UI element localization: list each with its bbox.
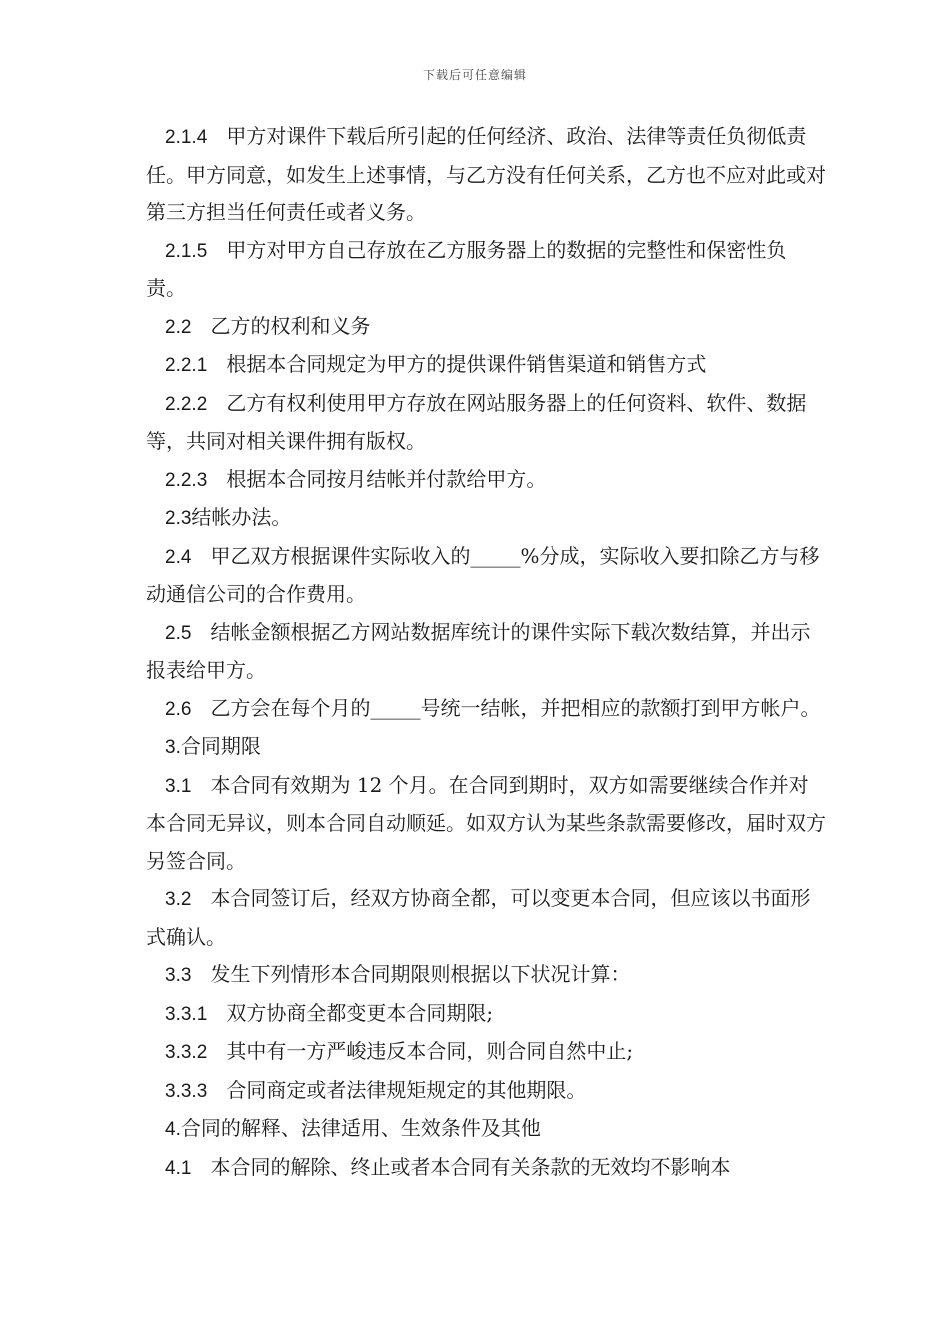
clause-3-2 [146, 880, 826, 956]
clause-number: 3.3.2 [165, 1042, 208, 1063]
clause-text: 本合同签订后，经双方协商全都，可以变更本合同，但应该以书面形式确认。 [146, 886, 811, 949]
clause-number: 3.2 [165, 889, 192, 910]
clause-number: 2.6 [165, 698, 192, 720]
clause-number: 3.3.1 [165, 1003, 208, 1025]
clause-3-3-1 [146, 995, 826, 1034]
clause-text: 其中有一方严峻违反本合同，则合同自然中止; [226, 1039, 634, 1063]
clause-text: 结帐办法。 [191, 505, 292, 529]
clause-2-4 [146, 538, 826, 614]
clause-3-1 [146, 767, 826, 881]
clause-2-5 [146, 614, 826, 690]
clause-text: 乙方会在每个月的_____号统一结帐，并把相应的款额打到甲方帐户。 [210, 695, 821, 720]
section-4-heading [146, 1110, 826, 1149]
clause-number: 3.3 [165, 965, 192, 986]
clause-number: 2.2.3 [165, 469, 208, 491]
clause-number: 3.3.3 [165, 1080, 208, 1102]
clause-text: 根据本合同按月结帐并付款给甲方。 [226, 466, 547, 491]
clause-text: 本合同的解除、终止或者本合同有关条款的无效均不影响本 [210, 1154, 731, 1179]
clause-text: 合同商定或者法律规矩规定的其他期限。 [226, 1077, 587, 1102]
clause-3-3-3 [146, 1072, 826, 1111]
clause-2-1-4 [146, 118, 826, 232]
clause-3-3 [146, 956, 826, 995]
clause-number: 3. [165, 737, 181, 758]
section-3-heading [146, 728, 826, 767]
document-body [146, 118, 826, 1187]
clause-text: 本合同有效期为 12 个月。在合同到期时，双方如需要继续合作并对本合同无异议，则本合同自动顺延。如双方认为某些条款需要修改，届时双方另签合同。 [146, 772, 826, 873]
clause-2-2 [146, 308, 826, 347]
clause-number: 2.1.5 [165, 240, 208, 262]
clause-text: 乙方有权利使用甲方存放在网站服务器上的任何资料、软件、数据等，共同对相关课件拥有版权。 [146, 390, 807, 453]
clause-number: 2.5 [165, 622, 192, 644]
clause-text: 结帐金额根据乙方网站数据库统计的课件实际下载次数结算，并出示报表给甲方。 [146, 619, 811, 682]
clause-text: 甲方对课件下载后所引起的任何经济、政治、法律等责任负彻低责任。甲方同意，如发生上述事情，与乙方没有任何关系，乙方也不应对此或对第三方担当任何责任或者义务。 [146, 124, 826, 224]
clause-number: 2.2.2 [165, 393, 208, 415]
clause-text: 乙方的权利和义务 [210, 313, 371, 338]
clause-text: 甲方对甲方自己存放在乙方服务器上的数据的完整性和保密性负责。 [146, 237, 787, 300]
clause-number: 2.2.1 [165, 355, 208, 376]
clause-2-3 [146, 499, 826, 538]
clause-text: 合同期限 [180, 734, 261, 758]
clause-text: 甲乙双方根据课件实际收入的_____%分成，实际收入要扣除乙方与移动通信公司的合作费用。 [146, 543, 820, 606]
clause-2-2-3 [146, 461, 826, 500]
clause-text: 发生下列情形本合同期限则根据以下状况计算： [210, 962, 631, 986]
clause-2-1-5 [146, 232, 826, 308]
clause-number: 2.1.4 [165, 127, 208, 148]
clause-3-3-2 [146, 1033, 826, 1072]
clause-number: 2.2 [165, 316, 192, 338]
clause-number: 4. [165, 1119, 181, 1140]
clause-number: 3.1 [165, 775, 192, 797]
clause-2-2-1 [146, 346, 826, 385]
clause-number: 2.4 [165, 546, 192, 568]
clause-number: 4.1 [165, 1157, 192, 1179]
clause-text: 双方协商全都变更本合同期限; [226, 1000, 494, 1025]
clause-number: 2.3 [165, 508, 192, 529]
page-header-note: 下载后可任意编辑 [422, 68, 527, 82]
clause-2-6 [146, 690, 826, 729]
clause-text: 根据本合同规定为甲方的提供课件销售渠道和销售方式 [226, 352, 707, 376]
clause-text: 合同的解释、法律适用、生效条件及其他 [180, 1116, 541, 1140]
clause-2-2-2 [146, 385, 826, 461]
clause-4-1 [146, 1149, 826, 1188]
